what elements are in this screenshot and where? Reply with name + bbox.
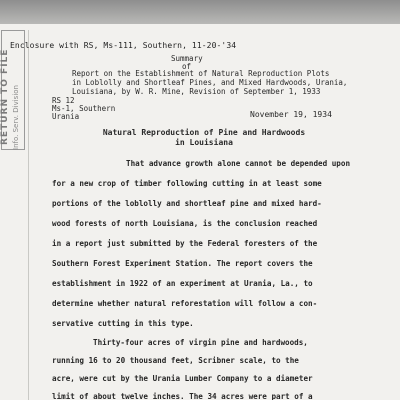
body-line: in a report just submitted by the Federal foresters of the [52,239,318,248]
scan-top-shadow [0,0,400,24]
body-line: running 16 to 20 thousand feet, Scribner scale, to the [52,356,299,365]
routing-line: RS 12 [52,96,75,105]
summary-label: Summary [171,54,203,63]
body-line: for a new crop of timber following cutting in at least some [52,179,322,188]
report-line: in Loblolly and Shortleaf Pines, and Mixed Hardwoods, Urania, [72,78,348,87]
stamp-subtext: Info. Serv. Division [12,85,20,150]
report-line: Report on the Establishment of Natural Reproduction Plots [72,69,330,78]
body-line: acre, were cut by the Urania Lumber Company to a diameter [52,374,313,383]
body-line: Southern Forest Experiment Station. The report covers the [52,259,313,268]
routing-line: Ms-1, Southern [52,104,116,113]
body-line: portions of the loblolly and shortleaf pine and mixed hard- [52,199,322,208]
body-line: determine whether natural reforestation will follow a con- [52,299,318,308]
article-title-line2: in Louisiana [175,138,233,147]
body-line: That advance growth alone cannot be depended upon [126,159,351,168]
of-label: of [182,62,192,71]
body-line: Thirty-four acres of virgin pine and hardwoods, [93,338,308,347]
body-line: establishment in 1922 of an experiment at Urania, La., to [52,279,313,288]
return-to-file-stamp: RETURN TO FILE [0,48,10,145]
report-line: Louisiana, by W. R. Mine, Revision of September 1, 1933 [72,87,321,96]
routing-line: Urania [52,112,80,121]
body-line: limit of about twelve inches. The 34 acres were part of a [52,392,313,400]
article-title: Natural Reproduction of Pine and Hardwoods [102,128,306,137]
body-line: wood forests of north Louisiana, is the conclusion reached [52,219,318,228]
margin-rule [28,30,29,400]
enclosure-note: Enclosure with RS, Ms-111, Southern, 11-20-'34 [10,41,237,50]
document-date: November 19, 1934 [250,110,332,119]
body-line: servative cutting in this type. [52,319,194,328]
